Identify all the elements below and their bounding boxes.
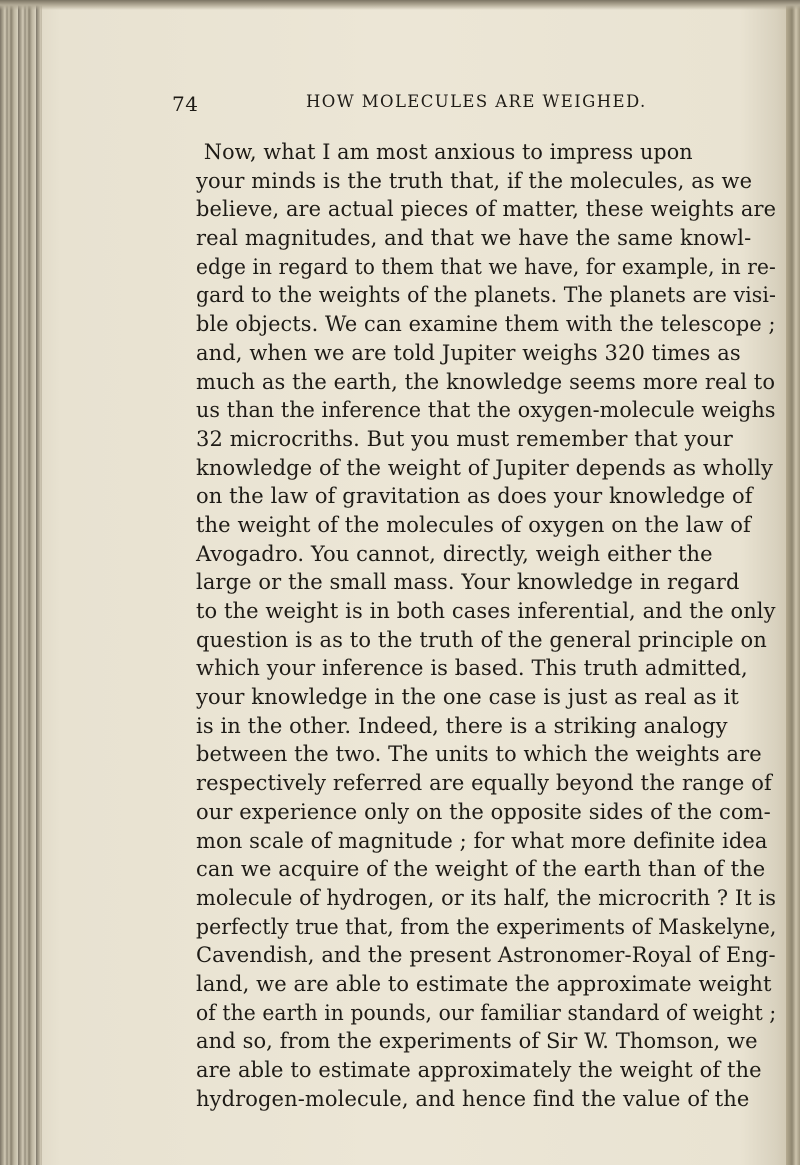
text-line: our experience only on the opposite sides of the com-	[196, 799, 771, 824]
text-line: us than the inference that the oxygen-molecule weighs	[196, 398, 776, 423]
text-line: your minds is the truth that, if the molecules, as we	[196, 168, 753, 193]
text-line: on the law of gravitation as does your knowledge of	[196, 484, 753, 509]
text-line: molecule of hydrogen, or its half, the microcrith ? It is	[196, 885, 777, 910]
text-line: your knowledge in the one case is just as real as it	[196, 685, 739, 710]
text-line: Avogadro. You cannot, directly, weigh either the	[196, 541, 713, 566]
text-line: perfectly true that, from the experiments of Maskelyne,	[196, 914, 777, 939]
text-line: and, when we are told Jupiter weighs 320 times as	[196, 340, 741, 365]
text-line: gard to the weights of the planets. The planets are visi-	[196, 283, 776, 308]
text-line: Cavendish, and the present Astronomer-Royal of Eng-	[196, 943, 776, 968]
text-line: are able to estimate approximately the weight of the	[196, 1058, 762, 1082]
text-line: ble objects. We can examine them with the telescope ;	[196, 312, 776, 337]
body-text	[196, 138, 776, 1113]
page-header	[172, 92, 772, 122]
page-edge-right	[786, 0, 800, 1165]
text-line: knowledge of the weight of Jupiter depends as wholly	[196, 455, 773, 480]
text-line: the weight of the molecules of oxygen on the law of	[196, 512, 751, 537]
text-line: land, we are able to estimate the approximate weight	[196, 971, 772, 996]
text-line: is in the other. Indeed, there is a striking analogy	[196, 713, 728, 738]
page-number: 74	[172, 92, 199, 116]
text-line: to the weight is in both cases inferential, and the only	[196, 599, 776, 623]
text-line: edge in regard to them that we have, for example, in re-	[196, 254, 776, 279]
text-line: mon scale of magnitude ; for what more definite idea	[196, 828, 768, 853]
text-line: real magnitudes, and that we have the same knowl-	[196, 226, 752, 251]
text-line: respectively referred are equally beyond the range of	[196, 771, 772, 796]
book-binding-edge	[0, 0, 42, 1165]
text-line: large or the small mass. Your knowledge in regard	[196, 570, 740, 595]
text-line: between the two. The units to which the weights are	[196, 742, 762, 767]
text-line: believe, are actual pieces of matter, these weights are	[196, 197, 777, 222]
text-line: can we acquire of the weight of the earth than of the	[196, 857, 766, 882]
running-title: HOW MOLECULES ARE WEIGHED.	[306, 92, 647, 111]
text-line: question is as to the truth of the general principle on	[196, 627, 767, 652]
text-line: hydrogen-molecule, and hence find the value of the	[196, 1086, 750, 1111]
text-line: 32 microcriths. But you must remember that your	[196, 426, 733, 451]
text-line: of the earth in pounds, our familiar standard of weight ;	[196, 1000, 777, 1025]
page-edge-top	[0, 0, 800, 10]
text-line: which your inference is based. This truth admitted,	[196, 656, 748, 681]
text-line: and so, from the experiments of Sir W. Thomson, we	[196, 1029, 758, 1054]
text-line: much as the earth, the knowledge seems more real to	[196, 369, 776, 394]
text-line: Now, what I am most anxious to impress upon	[203, 140, 693, 164]
